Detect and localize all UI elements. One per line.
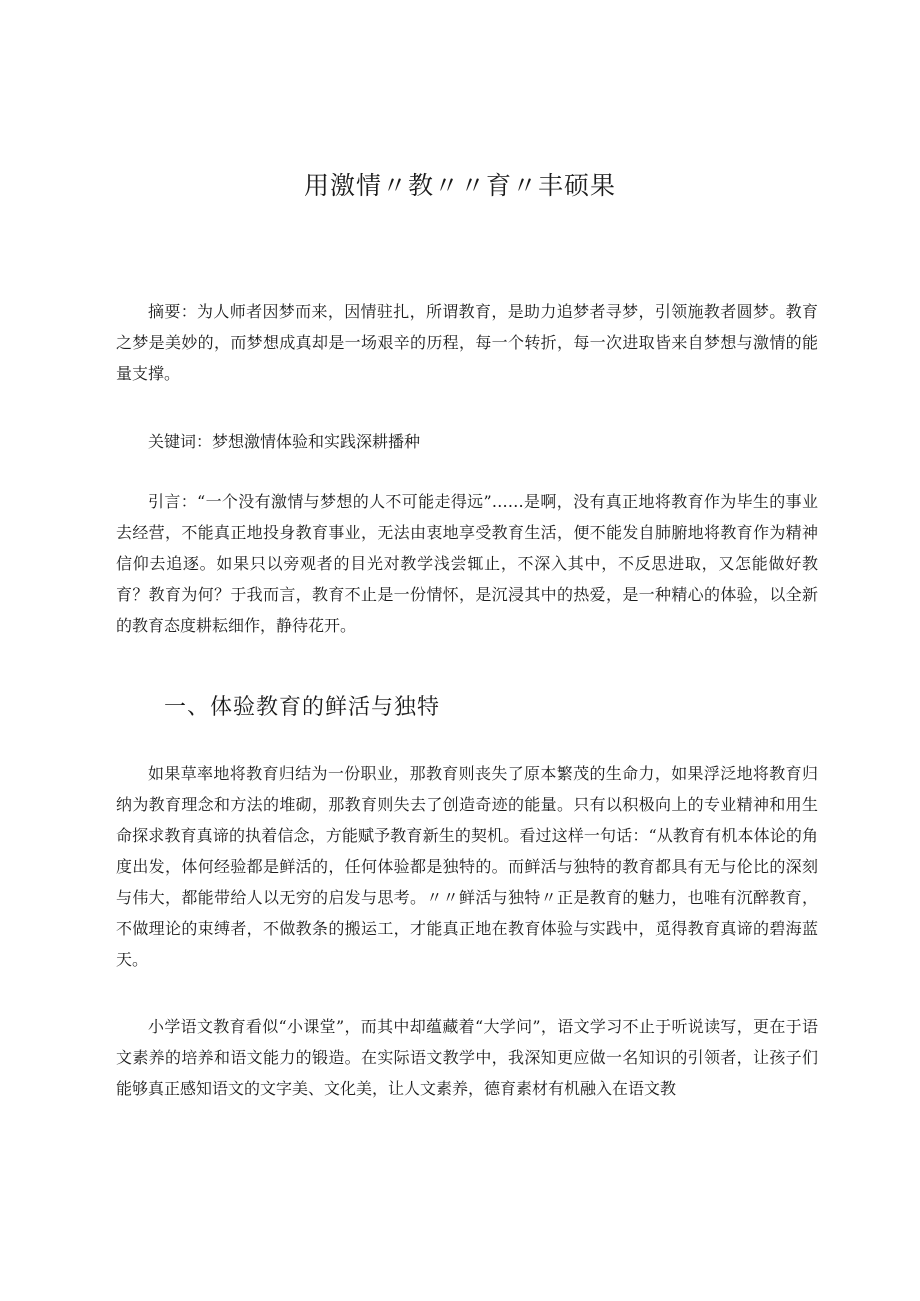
section-paragraph-2: 小学语文教育看似“小课堂”，而其中却蕴藏着“大学问”，语文学习不止于听说读写，更在于语文素养的培养和语文能力的锻造。在实际语文教学中，我深知更应做一名知识的引领者，让孩子们能够真正感知语文的文字美、文化美，让人文素养，德育素材有机融入在语文教 bbox=[116, 1017, 818, 1098]
section-paragraph-1: 如果草率地将教育归结为一份职业，那教育则丧失了原本繁茂的生命力，如果浮泛地将教育归纳为教育理念和方法的堆砌，那教育则失去了创造奇迹的能量。只有以积极向上的专业精神和用生命探求教育真谛的执着信念，方能赋予教育新生的契机。看过这样一句话：“从教育有机本体论的角度出发，体何经验都是鲜活的，任何体验都是独特的。而鲜活与独特的教育都具有无与伦比的深刻与伟大，都能带给人以无穷的启发与思考。〃〃鲜活与独特〃正是教育的魅力，也唯有沉醉教育，不做理论的束缚者，不做教条的搬运工，才能真正地在教育体验与实践中，觅得教育真谛的碧海蓝天。 bbox=[116, 764, 818, 969]
keywords-paragraph: 关键词：梦想激情体验和实践深耕播种 bbox=[148, 432, 421, 451]
document-title: 用激情〃教〃〃育〃丰硕果 bbox=[303, 171, 616, 200]
intro-paragraph: 引言：“一个没有激情与梦想的人不可能走得远”……是啊，没有真正地将教育作为毕生的事业去经营，不能真正地投身教育事业，无法由衷地享受教育生活，便不能发自肺腑地将教育作为精神信仰去追逐。如果只以旁观者的目光对教学浅尝辄止，不深入其中，不反思进取，又怎能做好教育？教育为何？于我而言，教育不止是一份情怀，是沉浸其中的热爱，是一种精心的体验，以全新的教育态度耕耘细作，静待花开。 bbox=[116, 492, 818, 635]
section-heading: 一、体验教育的鲜活与独特 bbox=[164, 695, 441, 720]
abstract-paragraph: 摘要：为人师者因梦而来，因情驻扎，所谓教育，是助力追梦者寻梦，引领施教者圆梦。教育之梦是美妙的，而梦想成真却是一场艰辛的历程，每一个转折，每一次进取皆来自梦想与激情的能量支撑。 bbox=[116, 302, 818, 383]
